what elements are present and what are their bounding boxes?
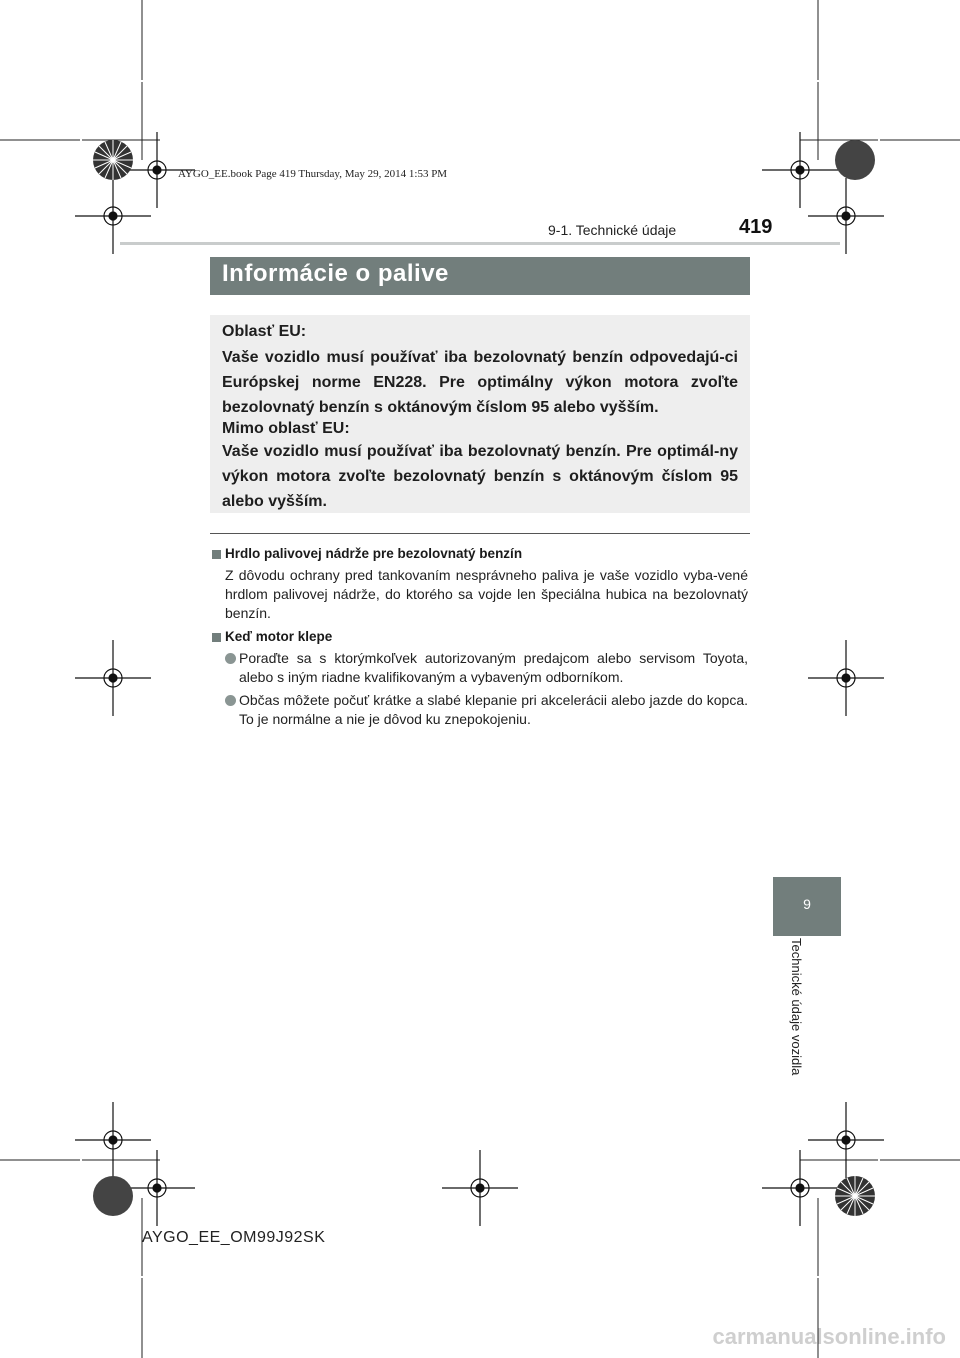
crosshair-target bbox=[75, 1102, 151, 1178]
crosshair-target bbox=[119, 132, 195, 208]
chapter-number: 9 bbox=[803, 896, 811, 912]
eu-heading: Oblasť EU: bbox=[222, 323, 307, 340]
non-eu-text: Vaše vozidlo musí používať iba bezolovnatý benzín. Pre optimál-ny výkon motora zvoľte bezolovnatý benzín s oktánovým číslom 95 alebo vyšším. bbox=[222, 443, 738, 510]
starburst-mark bbox=[835, 1176, 875, 1216]
section-title: 9-1. Technické údaje bbox=[548, 222, 677, 238]
crosshair-target bbox=[442, 1150, 518, 1226]
eu-text: Vaše vozidlo musí používať iba bezolovnatý benzín odpovedajú-ci Európskej norme EN228. Pre optimálny výkon motora zvoľte bezolovnatý benzín s oktánovým číslom 95 alebo vyšším. bbox=[222, 349, 738, 416]
crosshair-target bbox=[75, 178, 151, 254]
footer-code: AYGO_EE_OM99J92SK bbox=[142, 1229, 326, 1246]
watermark: carmanualsonline.info bbox=[712, 1324, 946, 1349]
solid-dial-mark bbox=[835, 140, 875, 180]
book-stamp: AYGO_EE.book Page 419 Thursday, May 29, 2014 1:53 PM bbox=[178, 168, 448, 180]
solid-dial-mark bbox=[93, 1176, 133, 1216]
list-item-text: Občas môžete počuť krátke a slabé klepanie pri akcelerácii alebo jazde do kopca. To je normálne a nie je dôvod ku znepokojeniu. bbox=[239, 692, 748, 727]
crosshair-target bbox=[808, 640, 884, 716]
list-item-text: Poraďte sa s ktorýmkoľvek autorizovaným predajcom alebo servisom Toyota, alebo s iným riadne kvalifikovaným a vybaveným odborníkom. bbox=[239, 650, 748, 685]
starburst-mark bbox=[93, 140, 133, 180]
crosshair-target bbox=[808, 1102, 884, 1178]
non-eu-heading: Mimo oblasť EU: bbox=[222, 420, 350, 437]
page-number: 419 bbox=[739, 216, 773, 238]
chapter-title: Technické údaje vozidla bbox=[789, 938, 804, 1076]
paragraph: Z dôvodu ochrany pred tankovaním nesprávneho paliva je vaše vozidlo vyba-vené hrdlom palivovej nádrže, do ktorého sa vojde len špeciálna hubica na bezolovnatý benzín. bbox=[225, 567, 748, 621]
heading-text: Hrdlo palivovej nádrže pre bezolovnatý benzín bbox=[225, 546, 523, 561]
crosshair-target bbox=[75, 640, 151, 716]
crosshair-target bbox=[762, 132, 838, 208]
crosshair-target bbox=[808, 178, 884, 254]
page-title: Informácie o palive bbox=[222, 260, 449, 287]
heading-text: Keď motor klepe bbox=[225, 629, 333, 644]
crosshair-target bbox=[762, 1150, 838, 1226]
